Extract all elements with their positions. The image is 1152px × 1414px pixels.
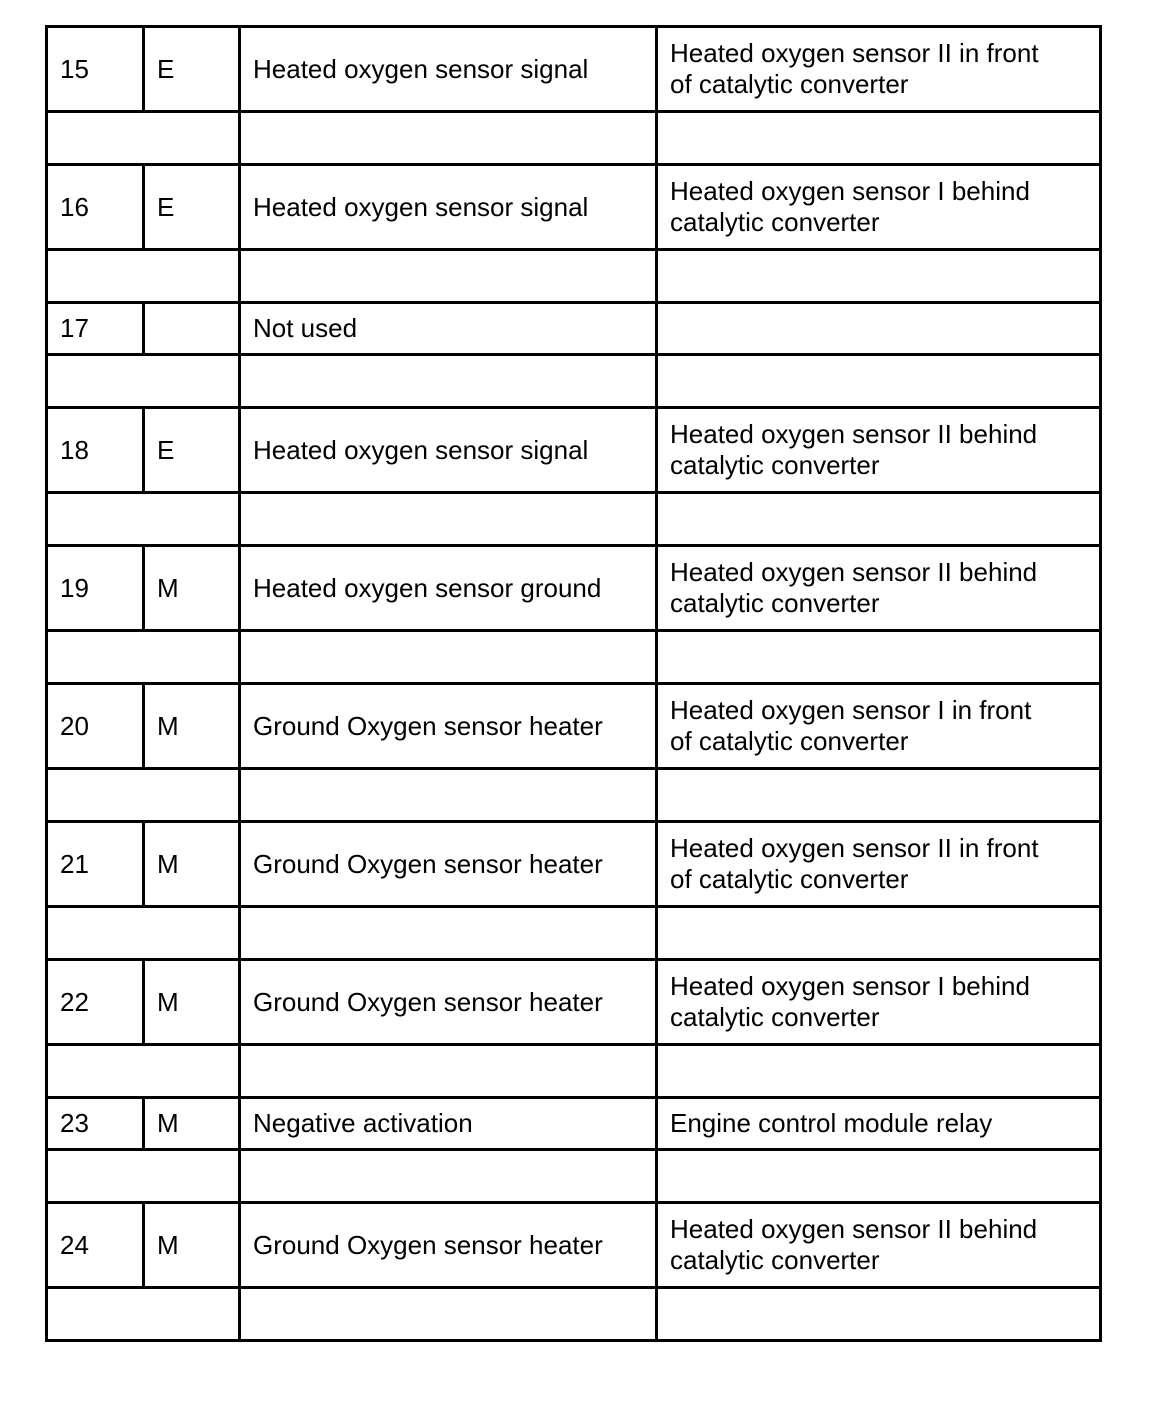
pin-number-cell: 20: [47, 684, 144, 769]
blank-cell: [657, 631, 1101, 684]
blank-table-row: [47, 250, 1101, 303]
blank-cell: [47, 1150, 240, 1203]
table-row: [47, 27, 1101, 112]
function-cell: Ground Oxygen sensor heater: [240, 684, 657, 769]
blank-table-row: [47, 1045, 1101, 1098]
component-location-cell: [657, 165, 1101, 250]
blank-cell: [657, 250, 1101, 303]
blank-cell: [47, 907, 240, 960]
component-location-cell: [657, 408, 1101, 493]
component-location-cell: [657, 1203, 1101, 1288]
table-row: [47, 546, 1101, 631]
pin-number-cell: 15: [47, 27, 144, 112]
function-cell: Ground Oxygen sensor heater: [240, 960, 657, 1045]
blank-cell: [657, 1045, 1101, 1098]
component-location-line: catalytic converter: [670, 450, 880, 480]
component-location-line: catalytic converter: [670, 1002, 880, 1032]
blank-cell: [47, 355, 240, 408]
blank-table-row: [47, 112, 1101, 165]
table-row: [47, 1203, 1101, 1288]
component-location-line: Heated oxygen sensor I behind: [670, 176, 1030, 206]
blank-cell: [240, 1045, 657, 1098]
blank-table-row: [47, 493, 1101, 546]
table-row: [47, 822, 1101, 907]
blank-cell: [47, 769, 240, 822]
blank-cell: [240, 250, 657, 303]
pin-number-cell: 22: [47, 960, 144, 1045]
blank-table-row: [47, 355, 1101, 408]
signal-type-cell: M: [144, 546, 240, 631]
component-location-line: catalytic converter: [670, 1245, 880, 1275]
table-row: [47, 408, 1101, 493]
blank-cell: [47, 631, 240, 684]
blank-cell: [240, 631, 657, 684]
signal-type-cell: E: [144, 27, 240, 112]
component-location-cell: [657, 684, 1101, 769]
pin-assignment-table: [45, 25, 1102, 1342]
function-cell: Heated oxygen sensor signal: [240, 165, 657, 250]
signal-type-cell: E: [144, 408, 240, 493]
pin-number-cell: 16: [47, 165, 144, 250]
component-location-line: Heated oxygen sensor II behind: [670, 419, 1038, 449]
blank-cell: [47, 1045, 240, 1098]
component-location-cell: [657, 303, 1101, 355]
blank-cell: [47, 493, 240, 546]
blank-cell: [240, 1150, 657, 1203]
signal-type-cell: M: [144, 1098, 240, 1150]
blank-table-row: [47, 1288, 1101, 1341]
blank-cell: [240, 769, 657, 822]
function-cell: Not used: [240, 303, 657, 355]
function-cell: Negative activation: [240, 1098, 657, 1150]
blank-cell: [657, 355, 1101, 408]
signal-type-cell: M: [144, 1203, 240, 1288]
table-row: [47, 165, 1101, 250]
pin-number-cell: 17: [47, 303, 144, 355]
blank-cell: [657, 1150, 1101, 1203]
blank-cell: [240, 493, 657, 546]
blank-cell: [240, 355, 657, 408]
table-row: [47, 684, 1101, 769]
pin-number-cell: 21: [47, 822, 144, 907]
component-location-line: Heated oxygen sensor II in front: [670, 833, 1039, 863]
table-row: [47, 1098, 1101, 1150]
signal-type-cell: M: [144, 684, 240, 769]
function-cell: Heated oxygen sensor signal: [240, 408, 657, 493]
blank-table-row: [47, 1150, 1101, 1203]
blank-cell: [240, 907, 657, 960]
component-location-line: Heated oxygen sensor II behind: [670, 1214, 1038, 1244]
blank-cell: [240, 112, 657, 165]
signal-type-cell: M: [144, 960, 240, 1045]
blank-cell: [657, 493, 1101, 546]
function-cell: Heated oxygen sensor ground: [240, 546, 657, 631]
function-cell: Ground Oxygen sensor heater: [240, 1203, 657, 1288]
table-row: [47, 303, 1101, 355]
blank-cell: [657, 1288, 1101, 1341]
function-cell: Heated oxygen sensor signal: [240, 27, 657, 112]
component-location-cell: [657, 822, 1101, 907]
component-location-cell: [657, 546, 1101, 631]
blank-table-row: [47, 769, 1101, 822]
pin-number-cell: 23: [47, 1098, 144, 1150]
blank-cell: [47, 250, 240, 303]
blank-cell: [240, 1288, 657, 1341]
function-cell: Ground Oxygen sensor heater: [240, 822, 657, 907]
signal-type-cell: M: [144, 822, 240, 907]
blank-cell: [657, 907, 1101, 960]
blank-cell: [47, 112, 240, 165]
component-location-line: of catalytic converter: [670, 69, 909, 99]
blank-table-row: [47, 907, 1101, 960]
component-location-line: Heated oxygen sensor II in front: [670, 38, 1039, 68]
pin-table-body: [47, 27, 1101, 1341]
component-location-line: Engine control module relay: [670, 1108, 993, 1138]
blank-cell: [657, 112, 1101, 165]
component-location-line: of catalytic converter: [670, 864, 909, 894]
component-location-line: catalytic converter: [670, 588, 880, 618]
component-location-cell: [657, 960, 1101, 1045]
blank-table-row: [47, 631, 1101, 684]
blank-cell: [657, 769, 1101, 822]
component-location-cell: [657, 27, 1101, 112]
component-location-line: catalytic converter: [670, 207, 880, 237]
table-row: [47, 960, 1101, 1045]
signal-type-cell: E: [144, 165, 240, 250]
signal-type-cell: [144, 303, 240, 355]
pin-number-cell: 24: [47, 1203, 144, 1288]
component-location-line: Heated oxygen sensor I in front: [670, 695, 1032, 725]
component-location-line: Heated oxygen sensor II behind: [670, 557, 1038, 587]
component-location-cell: [657, 1098, 1101, 1150]
component-location-line: of catalytic converter: [670, 726, 909, 756]
pin-number-cell: 18: [47, 408, 144, 493]
blank-cell: [47, 1288, 240, 1341]
pin-number-cell: 19: [47, 546, 144, 631]
component-location-line: Heated oxygen sensor I behind: [670, 971, 1030, 1001]
